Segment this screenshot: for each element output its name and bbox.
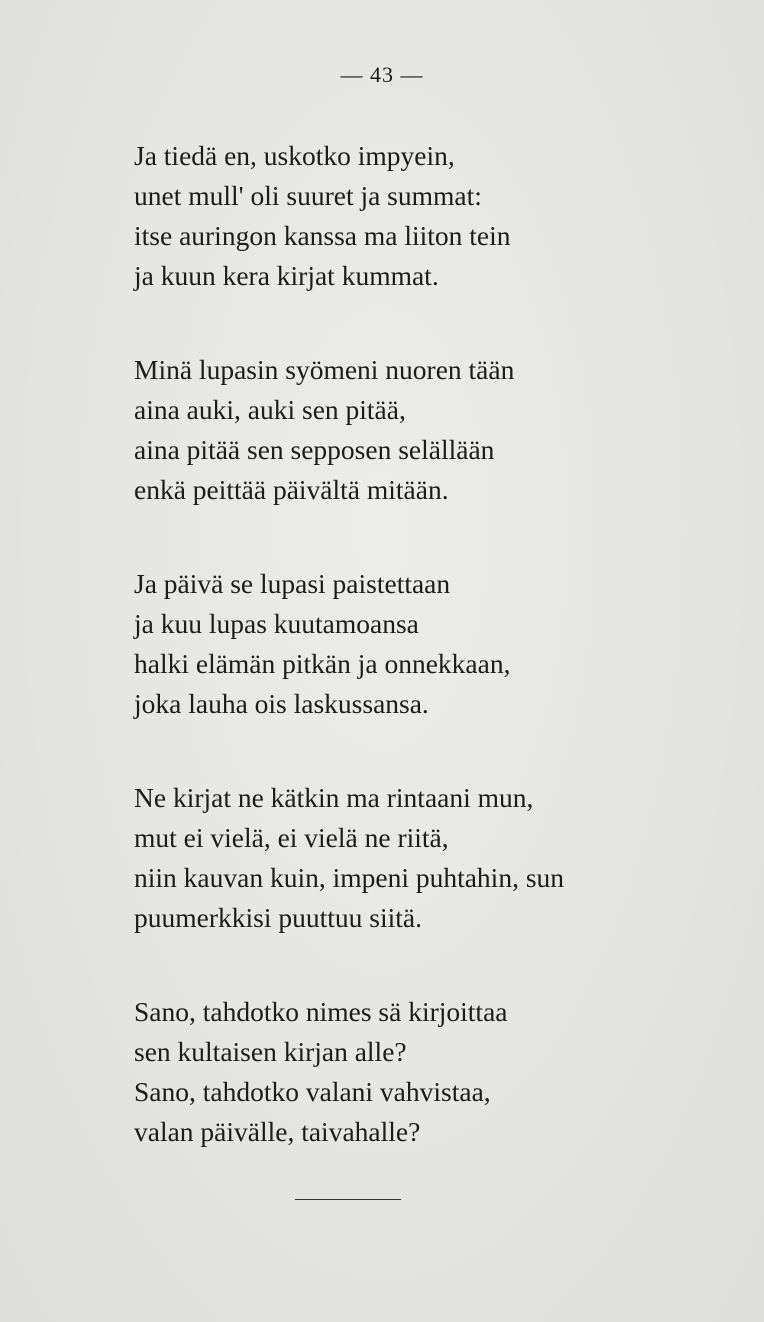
poem-line: sen kultaisen kirjan alle? <box>134 1036 407 1067</box>
poem-line: aina pitää sen sepposen selällään <box>134 434 495 465</box>
poem-line: Sano, tahdotko nimes sä kirjoittaa <box>134 996 508 1027</box>
poem-line: halki elämän pitkän ja onnekkaan, <box>134 648 511 679</box>
stanza-5 <box>134 992 654 1152</box>
stanza-3 <box>134 564 654 724</box>
poem-line: valan päivälle, taivahalle? <box>134 1116 421 1147</box>
poem-line: puumerkkisi puuttuu siitä. <box>134 902 422 933</box>
page-number: — 43 — <box>340 62 424 87</box>
poem-line: Ja tiedä en, uskotko impyein, <box>134 140 455 171</box>
end-rule <box>295 1199 401 1200</box>
poem-line: Ne kirjat ne kätkin ma rintaani mun, <box>134 782 534 813</box>
poem-line: unet mull' oli suuret ja summat: <box>134 180 482 211</box>
poem-line: ja kuu lupas kuutamoansa <box>134 608 419 639</box>
poem-line: Sano, tahdotko valani vahvistaa, <box>134 1076 491 1107</box>
poem-line: Ja päivä se lupasi paistettaan <box>134 568 451 599</box>
stanza-4 <box>134 778 654 938</box>
poem-line: mut ei vielä, ei vielä ne riitä, <box>134 822 449 853</box>
poem <box>134 136 654 1206</box>
poem-line: niin kauvan kuin, impeni puhtahin, sun <box>134 862 565 893</box>
poem-line: ja kuun kera kirjat kummat. <box>134 260 439 291</box>
poem-line: itse auringon kanssa ma liiton tein <box>134 220 511 251</box>
poem-line: joka lauha ois laskussansa. <box>134 688 429 719</box>
poem-line: Minä lupasin syömeni nuoren tään <box>134 354 515 385</box>
stanza-2 <box>134 350 654 510</box>
stanza-1 <box>134 136 654 296</box>
poem-line: aina auki, auki sen pitää, <box>134 394 406 425</box>
poem-line: enkä peittää päivältä mitään. <box>134 474 449 505</box>
